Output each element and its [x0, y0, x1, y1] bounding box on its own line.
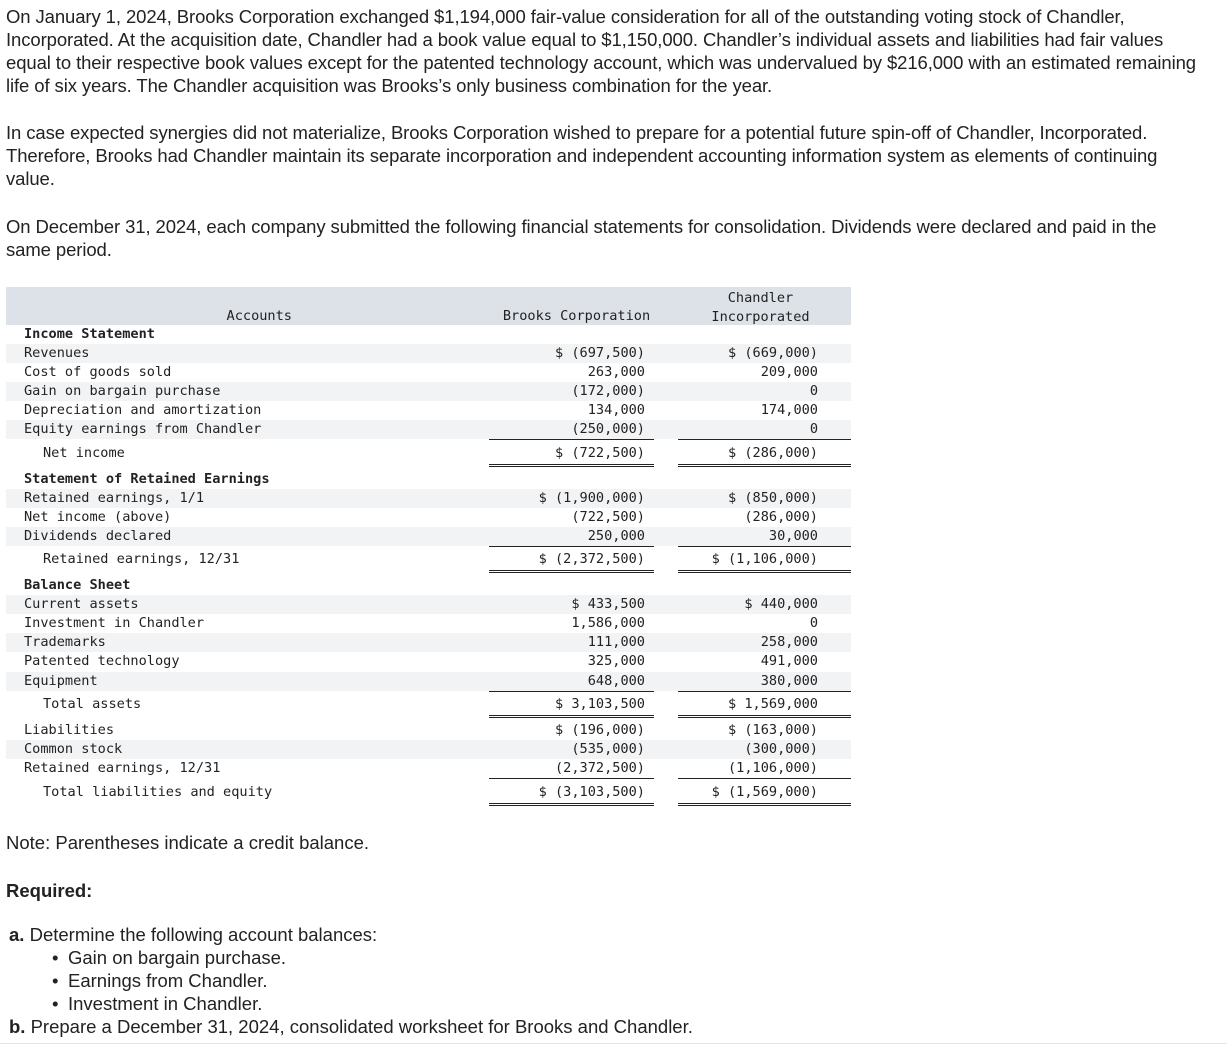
section-income-statement: [6, 325, 851, 344]
table-row: [6, 489, 851, 508]
brooks-value: (172,000): [571, 383, 645, 399]
brooks-value: $ (3,103,500): [538, 784, 645, 800]
subtotal-rule: [489, 691, 654, 692]
brooks-value: (2,372,500): [554, 760, 645, 776]
row-label: Retained earnings, 1/1: [24, 490, 205, 506]
chandler-value: (286,000): [744, 509, 818, 525]
brooks-value: 250,000: [587, 528, 645, 544]
chandler-value: $ 1,569,000: [727, 696, 818, 712]
brooks-value: 325,000: [587, 653, 645, 669]
section-title: Balance Sheet: [24, 577, 131, 593]
chandler-value: $ (286,000): [727, 445, 818, 461]
table-row: [6, 672, 851, 691]
brooks-value: $ (1,900,000): [538, 490, 645, 506]
brooks-value: 111,000: [587, 634, 645, 650]
row-label: Total liabilities and equity: [43, 784, 273, 800]
total-row-assets: [6, 695, 851, 714]
chandler-value: $ (1,569,000): [711, 784, 818, 800]
brooks-value: 1,586,000: [571, 615, 645, 631]
table-row: [6, 401, 851, 420]
total-row-liabilities-equity: [6, 783, 851, 802]
chandler-value: $ 440,000: [744, 596, 818, 612]
table-row: [6, 527, 851, 546]
table-row: [6, 595, 851, 614]
chandler-value: 0: [809, 383, 818, 399]
chandler-value: 380,000: [760, 673, 818, 689]
total-rule: [678, 715, 851, 716]
total-rule: [489, 805, 654, 806]
brooks-value: 134,000: [587, 402, 645, 418]
header-brooks: Brooks Corporation: [502, 308, 651, 324]
chandler-value: (1,106,000): [727, 760, 818, 776]
row-label: Net income: [43, 445, 125, 461]
subtotal-rule: [489, 439, 654, 440]
brooks-value: 648,000: [587, 673, 645, 689]
chandler-value: 491,000: [760, 653, 818, 669]
total-row-retained-earnings: [6, 550, 851, 569]
subtotal-rule: [678, 439, 851, 440]
requirement-a-list: [9, 946, 377, 1015]
table-row: [6, 508, 851, 527]
total-rule: [678, 717, 851, 718]
section-retained-earnings: [6, 470, 851, 489]
row-label: Retained earnings, 12/31: [24, 760, 221, 776]
chandler-value: 258,000: [760, 634, 818, 650]
total-rule: [489, 570, 654, 571]
table-row: [6, 652, 851, 671]
total-rule: [678, 805, 851, 806]
requirement-b: [9, 1015, 693, 1038]
list-item: • Investment in Chandler.: [68, 992, 377, 1015]
brooks-value: $ (722,500): [554, 445, 645, 461]
header-chandler-line2: Incorporated: [711, 309, 810, 325]
list-item: • Gain on bargain purchase.: [68, 946, 377, 969]
row-label: Dividends declared: [24, 528, 172, 544]
chandler-value: 209,000: [760, 364, 818, 380]
table-row: [6, 420, 851, 439]
row-label: Common stock: [24, 741, 123, 757]
table-row: [6, 759, 851, 778]
table-row: [6, 614, 851, 633]
chandler-value: $ (163,000): [727, 722, 818, 738]
brooks-value: $ (2,372,500): [538, 551, 645, 567]
total-row-net-income: [6, 444, 851, 463]
row-label: Net income (above): [24, 509, 172, 525]
row-label: Gain on bargain purchase: [24, 383, 221, 399]
brooks-value: 263,000: [587, 364, 645, 380]
brooks-value: $ (196,000): [554, 722, 645, 738]
section-title: Income Statement: [24, 326, 155, 342]
chandler-value: 0: [809, 615, 818, 631]
total-rule: [489, 715, 654, 716]
total-rule: [489, 466, 654, 467]
brooks-value: $ 3,103,500: [554, 696, 645, 712]
subtotal-rule: [678, 778, 851, 779]
chandler-value: 0: [809, 421, 818, 437]
total-rule: [489, 717, 654, 718]
row-label: Retained earnings, 12/31: [43, 551, 240, 567]
table-header: [6, 287, 851, 325]
row-label: Patented technology: [24, 653, 180, 669]
total-rule: [489, 572, 654, 573]
brooks-value: $ 433,500: [571, 596, 645, 612]
header-chandler-line1: Chandler: [727, 290, 794, 306]
row-label: Liabilities: [24, 722, 115, 738]
page-divider: [0, 1043, 1227, 1044]
requirement-b-tag: b.: [9, 1016, 26, 1037]
row-label: Equity earnings from Chandler: [24, 421, 262, 437]
row-label: Depreciation and amortization: [24, 402, 262, 418]
problem-paragraph-acquisition: On January 1, 2024, Brooks Corporation exchanged $1,194,000 fair-value consideration for all of the outstanding voting stock of Chandler, Incorporated. At the acquisition date, Chandler had a book value equal to $1,150,000. Chandler’s individual assets and liabilities had fair values equal to their respective book values except for the patented technology account, which was undervalued by $216,000 with an estimated remaining life of six years. The Chandler acquisition was Brooks’s only business combination for the year.: [6, 6, 1196, 96]
requirement-a-tag: a.: [9, 924, 25, 945]
list-item: • Earnings from Chandler.: [68, 969, 377, 992]
header-chandler: [678, 289, 843, 327]
row-label: Total assets: [43, 696, 142, 712]
subtotal-rule: [678, 691, 851, 692]
row-label: Current assets: [24, 596, 139, 612]
table-row: [6, 344, 851, 363]
chandler-value: $ (1,106,000): [711, 551, 818, 567]
total-rule: [678, 464, 851, 465]
table-row: [6, 382, 851, 401]
total-rule: [678, 570, 851, 571]
row-label: Trademarks: [24, 634, 106, 650]
row-label: Equipment: [24, 673, 98, 689]
required-heading: Required:: [6, 880, 93, 901]
total-rule: [678, 466, 851, 467]
requirement-a: [9, 923, 377, 1015]
subtotal-rule: [489, 546, 654, 547]
problem-paragraph-statements: On December 31, 2024, each company submitted the following financial statements for consolidation. Dividends were declared and paid in the same period.: [6, 216, 1157, 260]
header-accounts: Accounts: [226, 308, 292, 324]
requirement-a-text: Determine the following account balances:: [29, 924, 378, 945]
row-label: Investment in Chandler: [24, 615, 205, 631]
total-rule: [489, 464, 654, 465]
table-row: [6, 633, 851, 652]
chandler-value: 174,000: [760, 402, 818, 418]
brooks-value: (722,500): [571, 509, 645, 525]
table-row: [6, 740, 851, 759]
total-rule: [489, 803, 654, 804]
chandler-value: (300,000): [744, 741, 818, 757]
credit-balance-note: Note: Parentheses indicate a credit balance.: [6, 832, 370, 853]
row-label: Revenues: [24, 345, 90, 361]
table-row: [6, 363, 851, 382]
problem-paragraph-spinoff: In case expected synergies did not materialize, Brooks Corporation wished to prepare for a potential future spin-off of Chandler, Incorporated. Therefore, Brooks had Chandler maintain its separate incorporation and independent accounting information system as elements of continuing value.: [6, 122, 1158, 189]
chandler-value: $ (850,000): [727, 490, 818, 506]
requirement-b-text: Prepare a December 31, 2024, consolidated worksheet for Brooks and Chandler.: [30, 1016, 693, 1037]
row-label: Cost of goods sold: [24, 364, 172, 380]
brooks-value: $ (697,500): [554, 345, 645, 361]
section-title: Statement of Retained Earnings: [24, 471, 270, 487]
chandler-value: $ (669,000): [727, 345, 818, 361]
brooks-value: (535,000): [571, 741, 645, 757]
table-row: [6, 721, 851, 740]
subtotal-rule: [489, 778, 654, 779]
section-balance-sheet: [6, 576, 851, 595]
chandler-value: 30,000: [768, 528, 818, 544]
total-rule: [678, 572, 851, 573]
brooks-value: (250,000): [571, 421, 645, 437]
total-rule: [678, 803, 851, 804]
subtotal-rule: [678, 546, 851, 547]
